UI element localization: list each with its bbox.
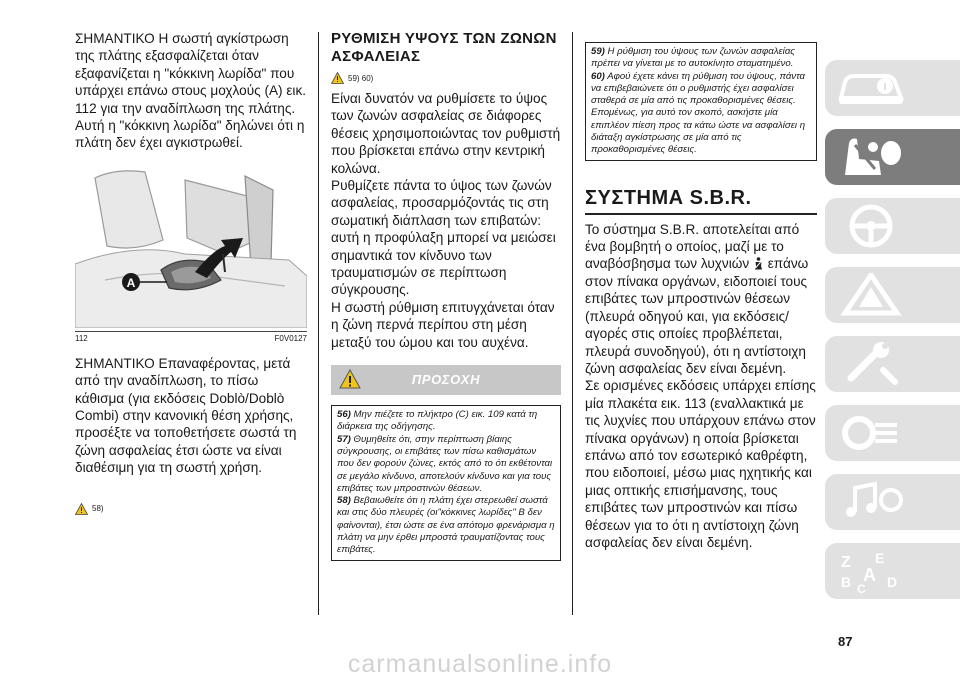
section-heading-belt-height: ΡΥΘΜΙΣΗ ΥΨΟΥΣ ΤΩΝ ΖΩΝΩΝ ΑΣΦΑΛΕΙΑΣ (331, 30, 557, 65)
svg-text:D: D (887, 574, 898, 590)
section-heading-sbr: ΣΥΣΤΗΜΑ S.B.R. (585, 186, 752, 209)
warning-item: 57) Θυμηθείτε ότι, στην περίπτωση βίαιης σύγκρουσης, οι επιβάτες των πίσω καθισμάτων που δεν φορούν ζώνες, εκτός από το ότι εκθέτονται σε μεγάλο κίνδυνο, αποτελούν κίνδυνο και για τους επιβάτες των μπροστινών θέσεων. (337, 433, 553, 494)
paragraph-adjust-possible: Είναι δυνατόν να ρυθμίσετε το ύψος των ζωνών ασφαλείας σε διάφορες θέσεις χρησιμοποιώντας τον ρυθμιστή που βρίσκεται επάνω στην κεντρική κολώνα. (331, 91, 561, 176)
warning-title: ΠΡΟΣΟΧΗ (411, 372, 481, 388)
paragraph-important-seat: ΣΗΜΑΝΤΙΚΟ Επαναφέροντας, μετά από την αναδίπλωση, το πίσω κάθισμα (για εκδόσεις Doblò/Doblò Combi) στην κανονική θέση χρήσης, προσέξτε να τοποθετήσετε σωστά τη ζώνη ασφαλείας έτσι ώστε να είναι διαθέσιμη για τη σωστή χρήση. (75, 355, 297, 476)
column-right (585, 42, 817, 551)
warning-item: 56) Μην πιέζετε το πλήκτρο (C) εικ. 109 κατά τη διάρκεια της οδήγησης. (337, 409, 538, 433)
seatbelt-warning-icon (753, 257, 764, 270)
note-item: 59) Η ρύθμιση του ύψους των ζωνών ασφαλείας πρέπει να γίνεται με το αυτοκίνητο σταματημένο. (591, 46, 795, 70)
warning-ref-58: 58) (75, 503, 307, 515)
tab-car-info[interactable] (825, 60, 960, 116)
wrench-icon (835, 342, 907, 386)
seat-airbag-icon (835, 135, 907, 179)
technical-data-icon (835, 411, 907, 455)
paragraph-important-backrest: ΣΗΜΑΝΤΙΚΟ Η σωστή αγκίστρωση της πλάτης εξασφαλίζεται όταν εξαφανίζεται η "κόκκινη λωρίδα" που υπάρχει επάνω στους μοχλούς (A) εικ. 112 για την αναδίπλωση της πλάτης. Αυτή η "κόκκινη λωρίδα" δηλώνει ότι η πλάτη δεν έχει αγκιστρωθεί. (75, 31, 307, 151)
warning-header (331, 365, 561, 395)
warning-triangle-icon (331, 72, 344, 84)
figure-code: F0V0127 (274, 333, 307, 343)
tab-emergency[interactable] (825, 267, 960, 323)
figure-number: 112 (75, 333, 88, 343)
svg-text:Z: Z (841, 554, 851, 571)
index-letters-icon (835, 549, 907, 593)
watermark: carmanualsonline.info (347, 650, 613, 678)
warning-triangle-icon (75, 503, 88, 515)
figure-caption (75, 334, 307, 343)
column-divider-1 (318, 32, 319, 615)
tab-multimedia[interactable] (825, 474, 960, 530)
tab-index[interactable] (825, 543, 960, 599)
heading-underline (585, 213, 817, 215)
rear-seat-lever-illustration (75, 168, 307, 328)
sbr-section-header (585, 187, 817, 215)
warning-box (331, 405, 561, 561)
tab-safety[interactable] (825, 129, 960, 185)
tab-driving[interactable] (825, 198, 960, 254)
figure-rule (75, 331, 307, 332)
paragraph-sbr-system: Το σύστημα S.B.R. αποτελείται από ένα βομβητή ο οποίος, μαζί με το αναβόσβησμα των λυχνιών επάνω στον πίνακα οργάνων, ειδοποιεί τους επιβάτες των μπροστινών θέσεων (πλευρά οδηγού και, για εκδόσεις/αγορές στις οποίες προβλέπεται, πλευρά συνοδηγού), ότι η αντίστοιχη ζώνη ασφαλείας δεν είναι δεμένη. (585, 221, 809, 376)
page-number: 87 (838, 634, 853, 649)
column-divider-2 (572, 32, 573, 615)
note-item: 60) Αφού έχετε κάνει τη ρύθμιση του ύψους, πάντα να επιβεβαιώνετε ότι ο ρυθμιστής έχει ασφαλίσει σταθερά σε μία από τις προκαθορισμένες θέσεις. Επομένως, για αυτό τον σκοπό, ασκήστε μία επιπλέον πίεση προς τα κάτω ώστε να ασφαλίσει η διάταξη αγκίστρωσης σε μία από τις προκαθορισμένες θέσεις. (591, 70, 806, 156)
svg-text:A: A (863, 565, 876, 585)
paragraph-correct-adjust: Η σωστή ρύθμιση επιτυγχάνεται όταν η ζώνη περνά περίπου στη μέση μεταξύ του ώμου και του αυχένα. (331, 299, 555, 350)
svg-text:C: C (857, 582, 866, 593)
figure-callout-a: A (126, 275, 136, 290)
tab-technical-data[interactable] (825, 405, 960, 461)
warning-refs-59-60: 59) 60) (331, 72, 561, 84)
column-middle (331, 30, 561, 561)
warning-notes-box (585, 42, 817, 161)
chapter-tabs (825, 60, 960, 612)
paragraph-sbr-plate: Σε ορισμένες εκδόσεις υπάρχει επίσης μία πλακέτα εικ. 113 (εναλλακτικά με τις λυχνίες που υπάρχουν επάνω στον πίνακα οργάνων) η οποία βρίσκεται επάνω από τον εσωτερικό καθρέφτη, που ειδοποιεί, μέσω μιας ηχητικής και μιας οπτικής επισήμανσης, τους επιβάτες των μπροστινών και πίσω θέσεων για το ότι η αντίστοιχη ζώνη ασφαλείας δεν είναι δεμένη. (585, 378, 816, 550)
svg-text:E: E (875, 550, 885, 566)
steering-wheel-icon (835, 204, 907, 248)
paragraph-adjust-always: Ρυθμίζετε πάντα το ύψος των ζωνών ασφαλείας, προσαρμόζοντάς τις στη σωματική διάπλαση των επιβατών: αυτή η προφύλαξη μπορεί να μειώσει σημαντικά τον κίνδυνο των τραυματισμών σε περίπτωση σύγκρουσης. (331, 178, 556, 298)
car-info-icon (835, 66, 907, 110)
figure-112 (75, 168, 307, 328)
warning-triangle-icon (835, 273, 907, 317)
column-left (75, 30, 307, 515)
svg-text:B: B (841, 574, 852, 590)
warning-item: 58) Βεβαιωθείτε ότι η πλάτη έχει στερεωθεί σωστά και στις δύο πλευρές (οι"κόκκινες λωρίδες" Β δεν φαίνονται), έτσι ώστε σε ένα απότομο φρενάρισμα η πλάτη να μην έρθει μπροστά τραυματίζοντας τους επιβάτες. (337, 495, 555, 556)
multimedia-icon (835, 480, 907, 524)
tab-maintenance[interactable] (825, 336, 960, 392)
